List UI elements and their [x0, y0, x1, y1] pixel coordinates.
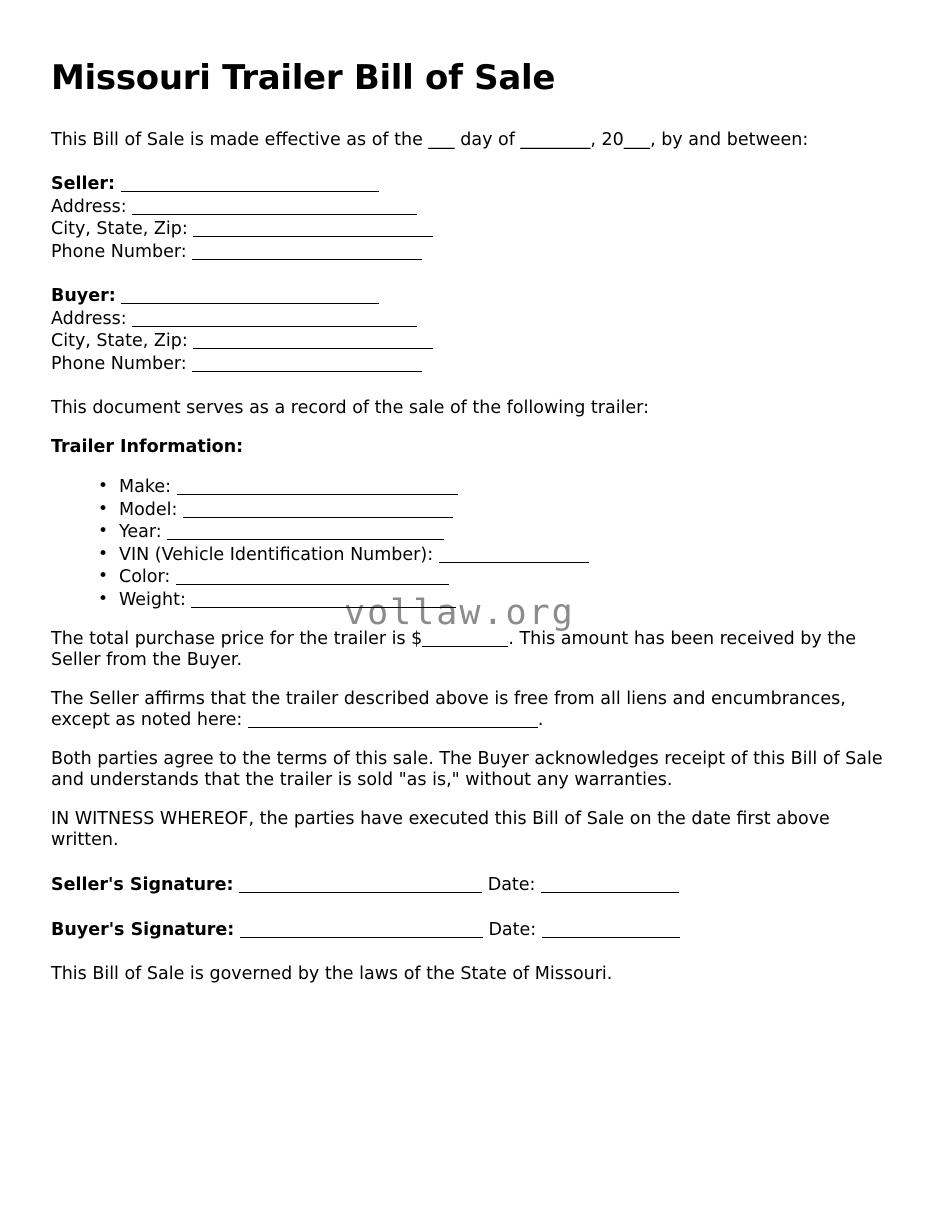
vin-input-line[interactable] [439, 562, 589, 563]
day-blank[interactable]: ___ [428, 130, 455, 150]
intro-text-part3: , 20 [590, 130, 624, 150]
effective-date-paragraph [51, 130, 894, 151]
seller-block [51, 173, 894, 263]
seller-name-label: Seller: [51, 174, 115, 194]
year-label: Year: [119, 522, 162, 542]
color-label: Color: [119, 567, 171, 587]
buyer-city-state-zip-field [51, 330, 894, 353]
list-item-model [98, 499, 894, 522]
year-blank[interactable]: ___ [623, 130, 651, 150]
intro-text-part4: , by and between: [650, 130, 809, 150]
seller-phone-field [51, 241, 894, 264]
weight-label: Weight: [119, 589, 186, 610]
buyer-phone-label: Phone Number: [51, 353, 187, 374]
record-statement: This document serves as a record of the sale of the following trailer: [51, 398, 649, 418]
buyer-phone-field [51, 353, 894, 376]
purchase-price-text-part1: The total purchase price for the trailer is $ [51, 629, 423, 649]
seller-name-input-line[interactable] [121, 191, 379, 192]
seller-city-state-zip-label: City, State, Zip: [51, 219, 188, 239]
list-item-year [98, 521, 894, 544]
page-title: Missouri Trailer Bill of Sale [51, 58, 556, 98]
month-blank[interactable]: ________ [520, 130, 591, 150]
seller-phone-label: Phone Number: [51, 241, 187, 262]
buyer-date-label: Date: [488, 920, 537, 940]
vin-label: VIN (Vehicle Identification Number): [119, 544, 434, 565]
watermark-vollaw: vollaw.org [344, 593, 575, 633]
intro-text-part1: This Bill of Sale is made effective as of the [51, 130, 429, 150]
seller-name-field [51, 173, 894, 196]
seller-phone-input-line[interactable] [192, 259, 422, 260]
document-content [51, 56, 894, 985]
seller-address-field [51, 196, 894, 219]
list-item-color [98, 566, 894, 589]
purchase-price-input-line[interactable] [422, 646, 508, 647]
seller-address-input-line[interactable] [132, 214, 417, 215]
witness-paragraph: IN WITNESS WHEREOF, the parties have executed this Bill of Sale on the date first above written. [51, 809, 830, 850]
buyer-name-input-line[interactable] [121, 303, 379, 304]
weight-input-line[interactable] [191, 607, 456, 608]
agreement-paragraph: Both parties agree to the terms of this sale. The Buyer acknowledges receipt of this Bill of Sale and understands that the trailer is sold "as is," without any warranties. [51, 749, 883, 790]
trailer-information-list [51, 476, 894, 611]
buyer-phone-input-line[interactable] [192, 371, 422, 372]
list-item-weight [98, 589, 894, 612]
liens-exception-input-line[interactable] [248, 727, 538, 728]
seller-date-label: Date: [487, 875, 536, 895]
buyer-block [51, 285, 894, 375]
seller-signature-label: Seller's Signature: [51, 875, 234, 895]
color-input-line[interactable] [176, 584, 449, 585]
seller-date-input-line[interactable] [541, 892, 679, 893]
trailer-information-heading: Trailer Information: [51, 437, 244, 457]
list-item-vin [98, 544, 894, 567]
intro-text-part2: day of [454, 130, 521, 150]
seller-signature-row [51, 874, 894, 896]
seller-city-state-zip-input-line[interactable] [193, 236, 433, 237]
liens-text-part2: . [537, 710, 544, 730]
seller-address-label: Address: [51, 196, 127, 217]
seller-signature-input-line[interactable] [239, 892, 482, 893]
buyer-date-input-line[interactable] [542, 937, 680, 938]
model-input-line[interactable] [183, 517, 453, 518]
buyer-signature-label: Buyer's Signature: [51, 920, 235, 940]
buyer-name-label: Buyer: [51, 286, 116, 306]
buyer-signature-row [51, 919, 894, 941]
liens-paragraph [51, 689, 894, 731]
buyer-address-field [51, 308, 894, 331]
buyer-city-state-zip-input-line[interactable] [193, 348, 433, 349]
buyer-name-field [51, 285, 894, 308]
model-label: Model: [119, 499, 178, 520]
liens-text-part1: The Seller affirms that the trailer described above is free from all liens and encumbrances, except as noted here: [51, 689, 846, 730]
buyer-address-label: Address: [51, 308, 127, 329]
buyer-signature-input-line[interactable] [240, 937, 483, 938]
make-input-line[interactable] [177, 494, 458, 495]
make-label: Make: [119, 477, 171, 497]
seller-city-state-zip-field [51, 218, 894, 241]
purchase-price-paragraph [51, 629, 894, 671]
year-input-line[interactable] [167, 539, 444, 540]
list-item-make [98, 476, 894, 499]
buyer-city-state-zip-label: City, State, Zip: [51, 331, 188, 351]
governing-law-statement: This Bill of Sale is governed by the laws of the State of Missouri. [51, 964, 613, 984]
purchase-price-text-part2: . This amount has been received by the Seller from the Buyer. [51, 629, 857, 670]
buyer-address-input-line[interactable] [132, 326, 417, 327]
